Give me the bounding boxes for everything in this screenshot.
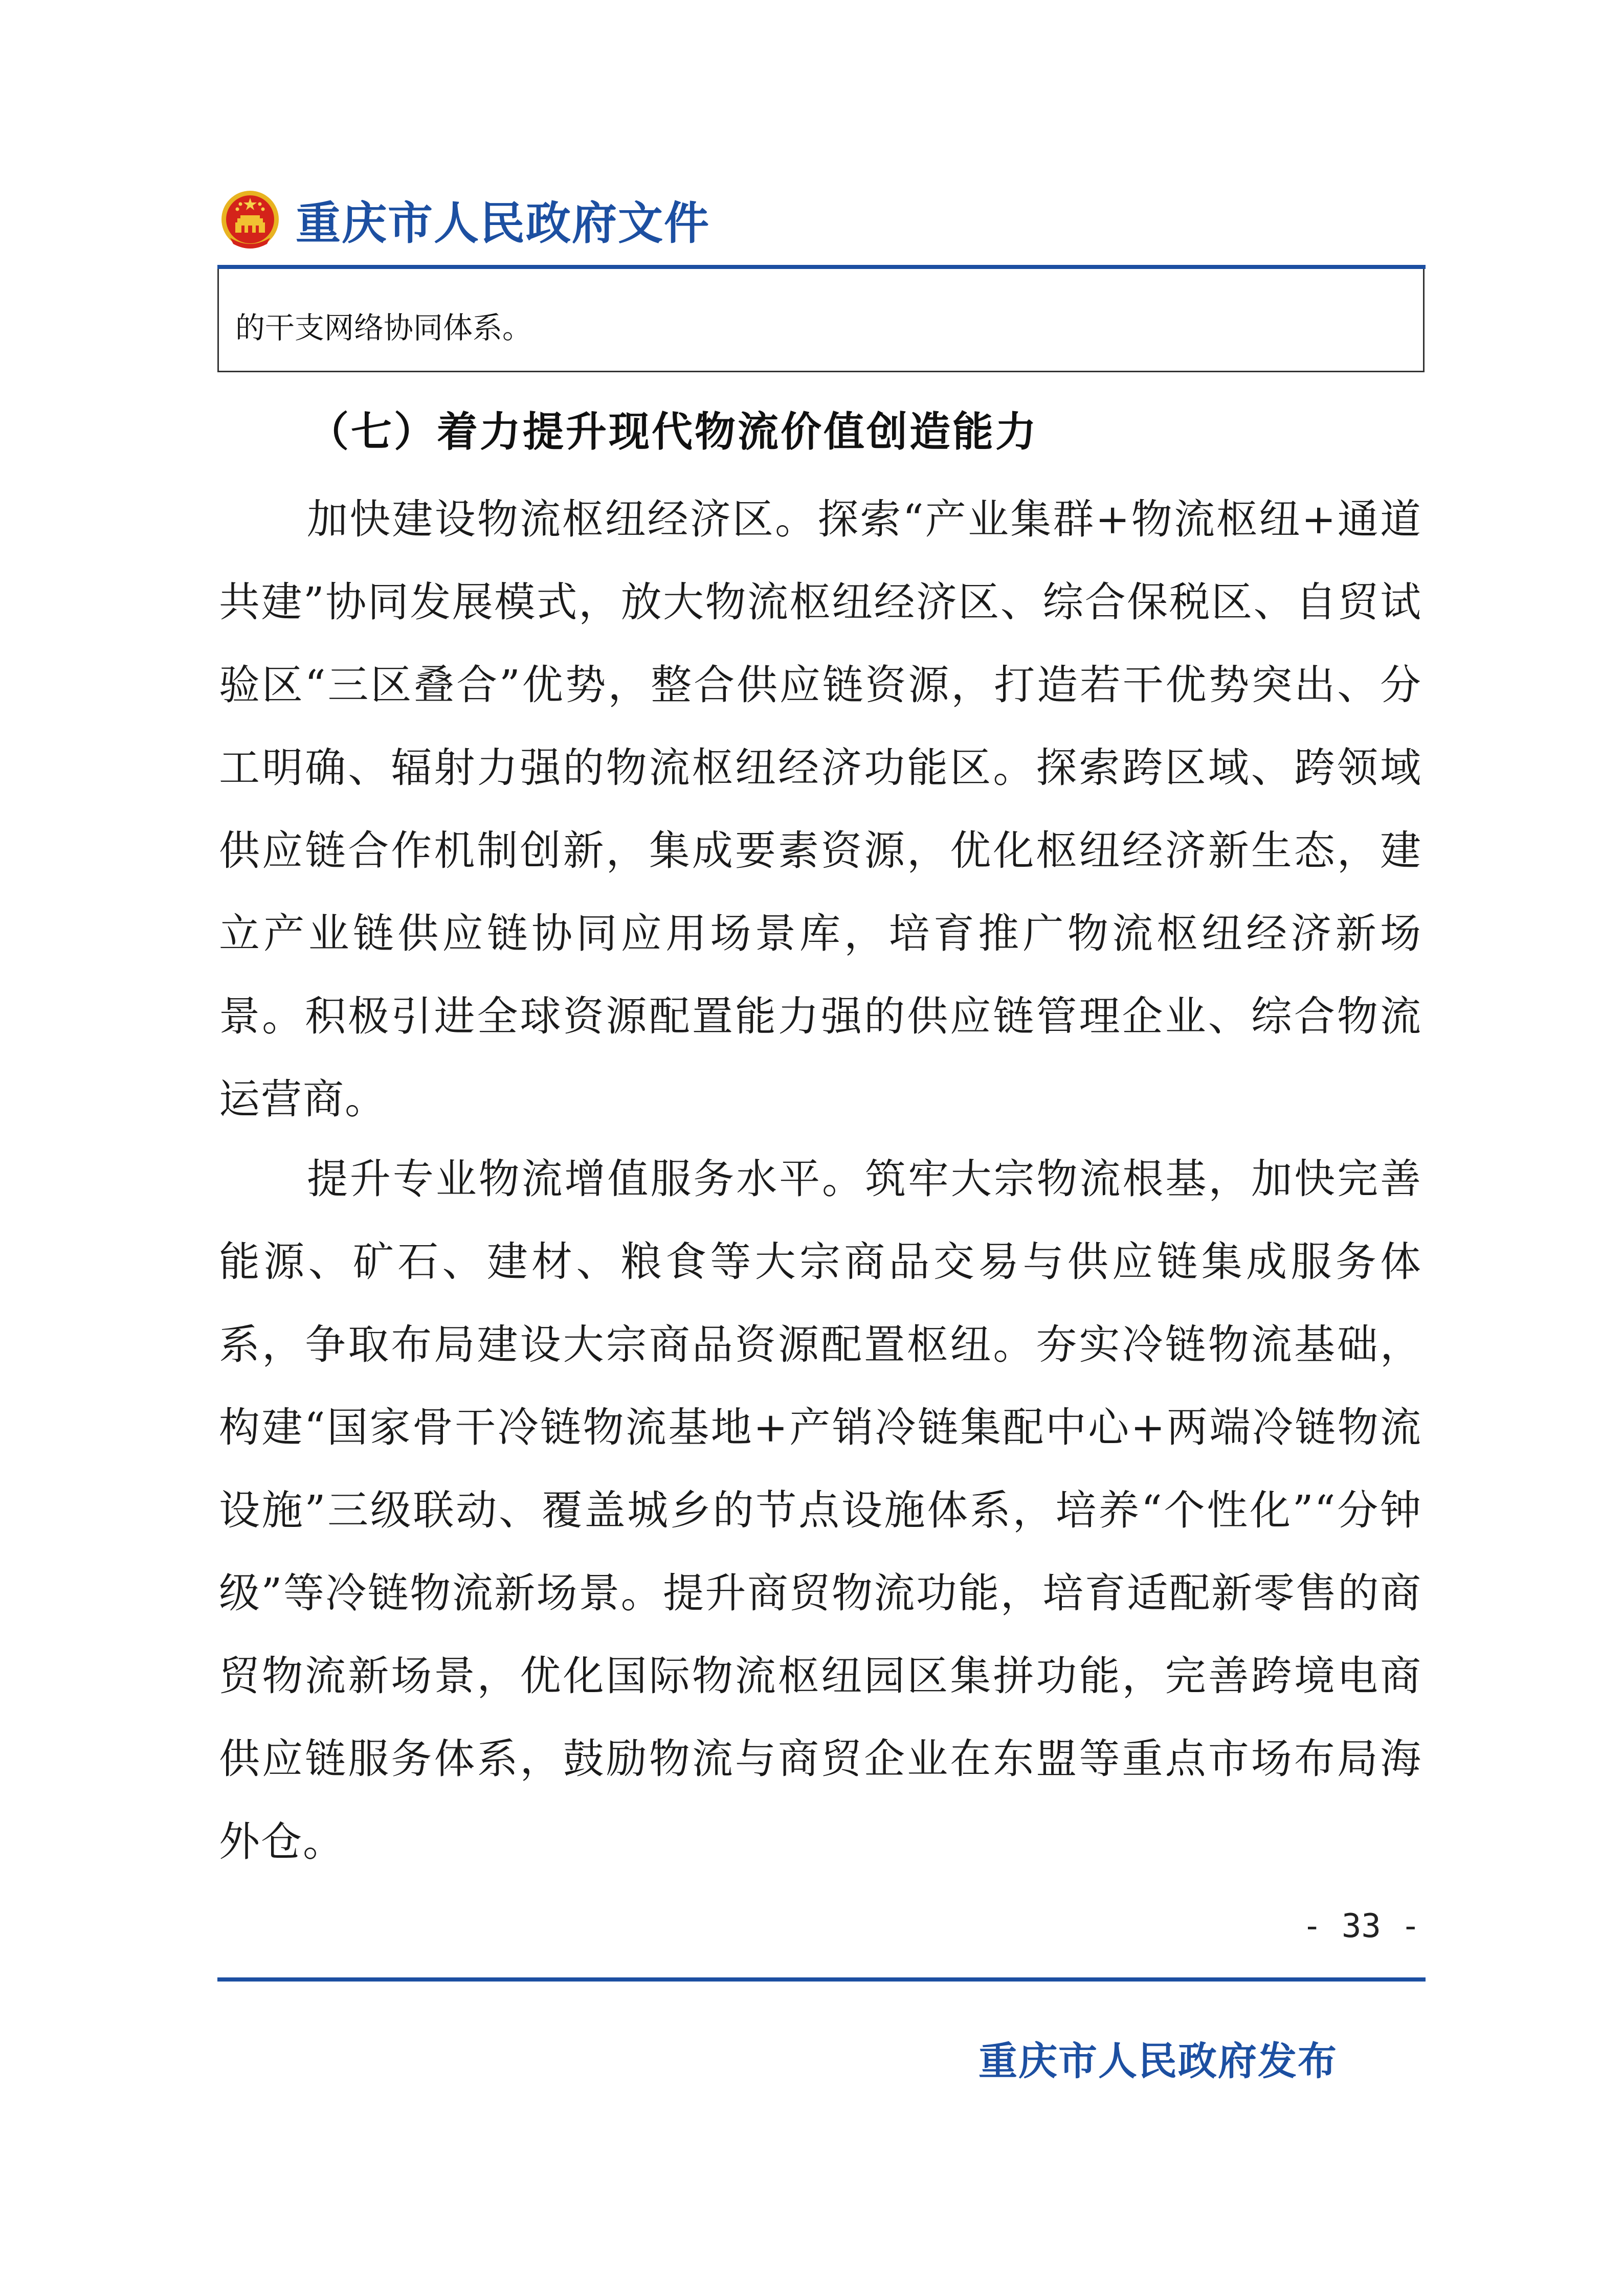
body-paragraph: 提升专业物流增值服务水平。筑牢大宗物流根基，加快完善能源、矿石、建材、粮食等大宗商品交易与供应链集成服务体系，争取布局建设大宗商品资源配置枢纽。夯实冷链物流基础，构建“国家骨干冷链物流基地+产销冷链集配中心+两端冷链物流设施”三级联动、覆盖城乡的节点设施体系，培养“个性化”“分钟级”等冷链物流新场景。提升商贸物流功能，培育适配新零售的商贸物流新场景，优化国际物流枢纽园区集拼功能，完善跨境电商供应链服务体系，鼓励物流与商贸企业在东盟等重点市场布局海外仓。 — [219, 1155, 1422, 1865]
national-emblem-icon — [220, 189, 280, 251]
body-paragraph: 加快建设物流枢纽经济区。探索“产业集群+物流枢纽+通道共建”协同发展模式，放大物流枢纽经济区、综合保税区、自贸试验区“三区叠合”优势，整合供应链资源，打造若干优势突出、分工明确、辐射力强的物流枢纽经济功能区。探索跨区域、跨领域供应链合作机制创新，集成要素资源，优化枢纽经济新生态，建立产业链供应链协同应用场景库，培育推广物流枢纽经济新场景。积极引进全球资源配置能力强的供应链管理企业、综合物流运营商。 — [219, 496, 1422, 1123]
document-header — [220, 182, 710, 258]
footer-divider — [217, 1977, 1426, 1982]
page-number: - 33 - — [1302, 1907, 1420, 1945]
continued-box-text: 的干支网络协同体系。 — [217, 269, 1425, 372]
footer-publisher: 重庆市人民政府发布 — [978, 2038, 1338, 2084]
header-divider — [217, 265, 1426, 269]
header-title: 重庆市人民政府文件 — [296, 197, 710, 250]
section-heading: （七）着力提升现代物流价值创造能力 — [308, 408, 1038, 456]
